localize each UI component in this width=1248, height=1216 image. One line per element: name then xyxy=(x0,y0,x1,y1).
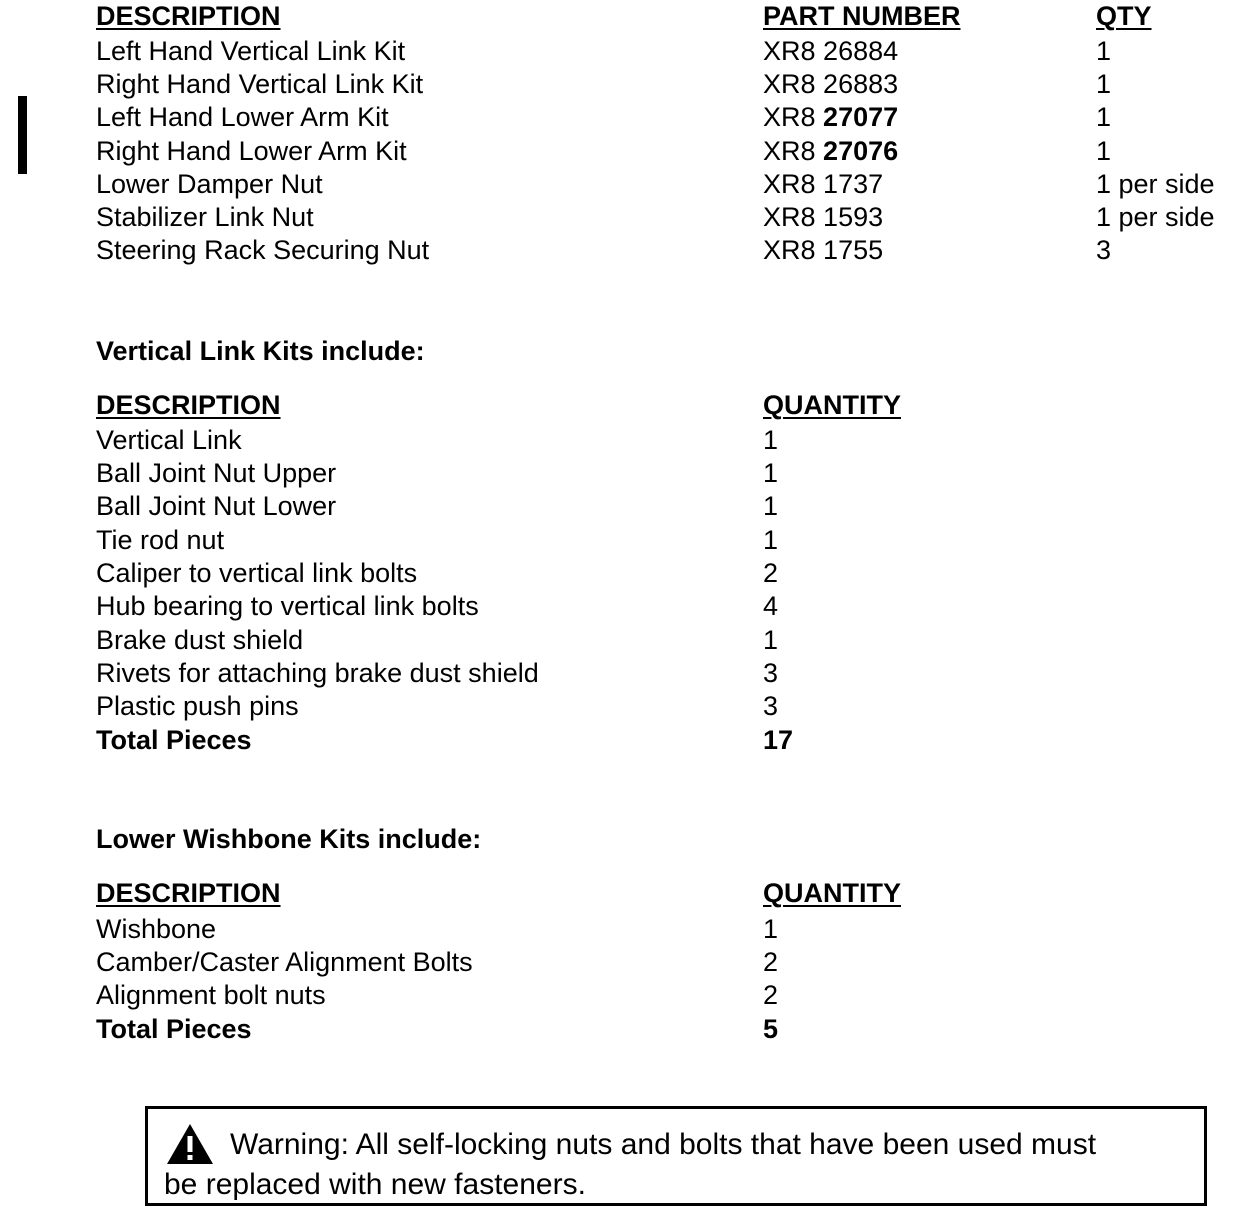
warning-triangle-icon xyxy=(166,1123,214,1165)
vertical-link-row-description: Plastic push pins xyxy=(96,691,299,721)
parts-row-description: Left Hand Vertical Link Kit xyxy=(96,36,406,66)
vertical-link-row-description: Tie rod nut xyxy=(96,525,225,555)
vertical-link-row-quantity: 3 xyxy=(763,691,779,721)
vertical-link-row-description: Ball Joint Nut Lower xyxy=(96,491,337,521)
revision-change-bar xyxy=(18,96,27,174)
warning-text-line-1: Warning: All self-locking nuts and bolts that have been used must xyxy=(230,1128,1097,1161)
vertical-link-row-description: Caliper to vertical link bolts xyxy=(96,558,418,588)
parts-row-qty: 1 xyxy=(1096,136,1112,166)
wishbone-row-description: Camber/Caster Alignment Bolts xyxy=(96,947,473,977)
parts-row-description: Right Hand Lower Arm Kit xyxy=(96,136,407,166)
parts-row-qty: 1 xyxy=(1096,102,1112,132)
parts-row-qty: 1 xyxy=(1096,69,1112,99)
vertical-link-row-description: Vertical Link xyxy=(96,425,242,455)
vertical-link-row-quantity: 1 xyxy=(763,525,779,555)
vertical-link-row-quantity: 1 xyxy=(763,425,779,455)
parts-row-description: Right Hand Vertical Link Kit xyxy=(96,69,424,99)
parts-row-description: Lower Damper Nut xyxy=(96,169,323,199)
parts-header-description: DESCRIPTION xyxy=(96,1,281,31)
vertical-link-total-label: Total Pieces xyxy=(96,725,252,755)
vertical-link-row-description: Hub bearing to vertical link bolts xyxy=(96,591,479,621)
wishbone-row-description: Wishbone xyxy=(96,914,217,944)
parts-row-part-number: XR8 1593 xyxy=(763,202,884,232)
parts-row-part-number: XR8 26884 xyxy=(763,36,899,66)
parts-row-qty: 1 xyxy=(1096,36,1112,66)
wishbone-row-quantity: 1 xyxy=(763,914,779,944)
vertical-link-row-description: Ball Joint Nut Upper xyxy=(96,458,337,488)
parts-row-part-number: XR8 27076 xyxy=(763,136,899,166)
vertical-link-row-description: Rivets for attaching brake dust shield xyxy=(96,658,539,688)
parts-row-part-number: XR8 26883 xyxy=(763,69,899,99)
vertical-link-row-quantity: 1 xyxy=(763,491,779,521)
vertical-link-row-quantity: 1 xyxy=(763,458,779,488)
wishbone-header-quantity: QUANTITY xyxy=(763,878,901,908)
warning-text-line-2: be replaced with new fasteners. xyxy=(164,1168,586,1201)
wishbone-header-description: DESCRIPTION xyxy=(96,878,281,908)
vertical-link-row-description: Brake dust shield xyxy=(96,625,304,655)
vertical-link-total-value: 17 xyxy=(763,725,794,755)
vertical-link-title: Vertical Link Kits include: xyxy=(96,336,425,366)
wishbone-title: Lower Wishbone Kits include: xyxy=(96,824,482,854)
vertical-link-row-quantity: 1 xyxy=(763,625,779,655)
parts-row-description: Stabilizer Link Nut xyxy=(96,202,314,232)
wishbone-row-quantity: 2 xyxy=(763,980,779,1010)
parts-row-qty: 3 xyxy=(1096,235,1112,265)
parts-row-part-number: XR8 1755 xyxy=(763,235,884,265)
parts-row-part-number: XR8 1737 xyxy=(763,169,884,199)
vertical-link-header-description: DESCRIPTION xyxy=(96,390,281,420)
parts-header-part-number: PART NUMBER xyxy=(763,1,961,31)
warning-box xyxy=(145,1106,1207,1206)
vertical-link-header-quantity: QUANTITY xyxy=(763,390,901,420)
wishbone-row-description: Alignment bolt nuts xyxy=(96,980,326,1010)
vertical-link-row-quantity: 3 xyxy=(763,658,779,688)
wishbone-total-label: Total Pieces xyxy=(96,1014,252,1044)
parts-row-description: Left Hand Lower Arm Kit xyxy=(96,102,389,132)
parts-row-qty: 1 per side xyxy=(1096,169,1215,199)
parts-row-part-number: XR8 27077 xyxy=(763,102,899,132)
parts-row-description: Steering Rack Securing Nut xyxy=(96,235,430,265)
vertical-link-row-quantity: 4 xyxy=(763,591,779,621)
wishbone-row-quantity: 2 xyxy=(763,947,779,977)
wishbone-total-value: 5 xyxy=(763,1014,779,1044)
parts-header-qty: QTY xyxy=(1096,1,1152,31)
vertical-link-row-quantity: 2 xyxy=(763,558,779,588)
parts-row-qty: 1 per side xyxy=(1096,202,1215,232)
